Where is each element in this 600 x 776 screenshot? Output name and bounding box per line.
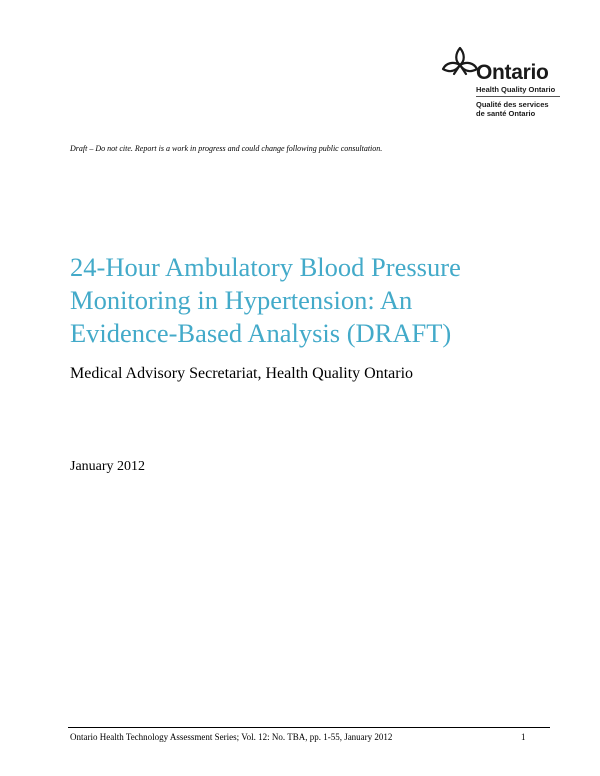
logo-organization-french-line1: Qualité des services xyxy=(476,100,549,109)
footer-divider xyxy=(68,727,550,728)
author-line: Medical Advisory Secretariat, Health Quality Ontario xyxy=(70,365,414,382)
publication-date: January 2012 xyxy=(70,459,146,474)
page-number: 1 xyxy=(521,732,526,742)
trillium-icon xyxy=(440,44,480,86)
ontario-logo xyxy=(440,44,570,124)
document-title xyxy=(70,251,540,350)
title-line: 24-Hour Ambulatory Blood Pressure xyxy=(70,252,461,282)
draft-notice: Draft – Do not cite. Report is a work in progress and could change following public consultation. xyxy=(70,144,383,153)
logo-organization-french-line2: de santé Ontario xyxy=(476,109,536,118)
title-line: Monitoring in Hypertension: An xyxy=(70,285,413,315)
title-line: Evidence-Based Analysis (DRAFT) xyxy=(70,318,452,348)
footer-series-citation: Ontario Health Technology Assessment Series; Vol. 12: No. TBA, pp. 1-55, January 2012 xyxy=(70,732,393,742)
logo-wordmark: Ontario xyxy=(476,61,549,84)
logo-organization-english: Health Quality Ontario xyxy=(476,85,556,94)
logo-divider xyxy=(476,96,560,97)
